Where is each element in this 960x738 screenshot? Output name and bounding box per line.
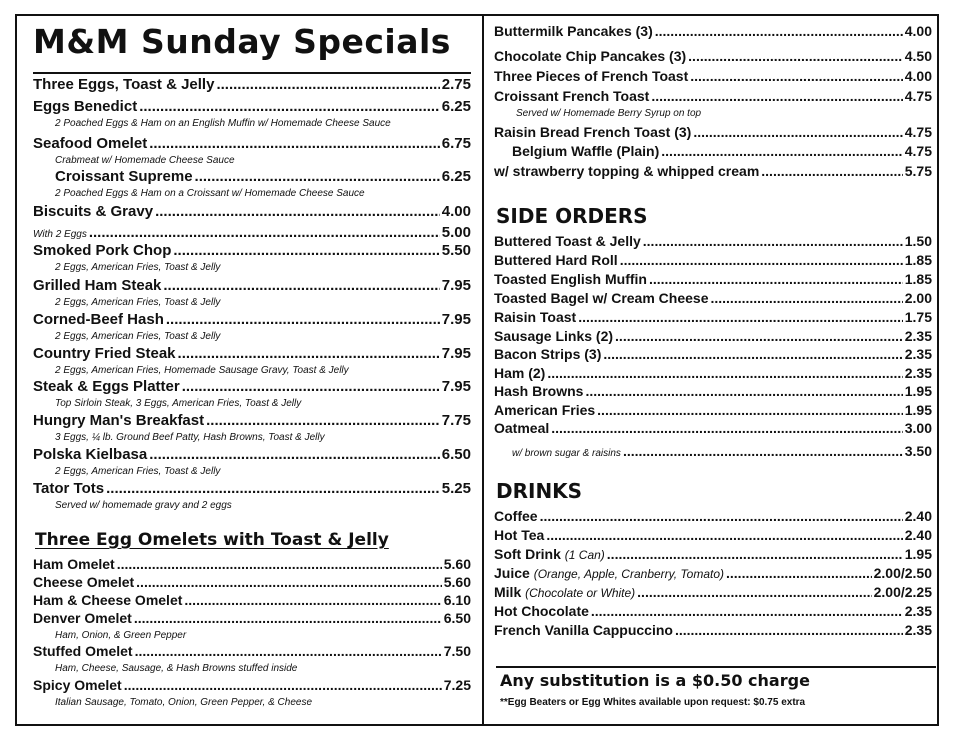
item-name [494, 365, 545, 381]
menu-item [33, 224, 471, 241]
item-price: 2.35 [904, 603, 932, 619]
item-price: 5.60 [443, 574, 471, 590]
item-price: 1.95 [904, 546, 932, 562]
item-name [33, 224, 87, 241]
item-name-text: Hot Chocolate [494, 603, 589, 619]
item-name-text: Seafood Omelet [33, 135, 148, 152]
item-description: 3 Eggs, ¼ lb. Ground Beef Patty, Hash Browns, Toast & Jelly [55, 432, 325, 443]
item-name-detail: (1 Can) [564, 548, 605, 562]
leader-dots [136, 574, 442, 590]
leader-dots [661, 143, 902, 159]
item-name-text: Raisin Bread French Toast (3) [494, 124, 692, 140]
leader-dots [651, 88, 902, 104]
item-price: 7.95 [441, 345, 471, 362]
menu-item [494, 68, 932, 84]
menu-item [33, 242, 471, 259]
item-name [494, 346, 601, 362]
menu-item [494, 365, 932, 381]
menu-item [33, 556, 471, 572]
item-name [494, 402, 595, 418]
leader-dots [173, 242, 439, 259]
item-name-text: Hash Browns [494, 383, 584, 399]
item-price: 1.95 [904, 383, 932, 399]
menu-item [33, 311, 471, 328]
item-name [494, 508, 538, 524]
item-price: 6.50 [443, 610, 471, 626]
item-price: 6.25 [441, 98, 471, 115]
menu-item [494, 233, 932, 249]
menu-item [55, 168, 471, 185]
item-price: 7.95 [441, 311, 471, 328]
leader-dots [551, 420, 903, 436]
menu-item [33, 610, 471, 626]
menu-item [494, 124, 932, 140]
item-price: 4.75 [904, 143, 932, 159]
item-price: 1.85 [904, 252, 932, 268]
item-name [494, 565, 724, 581]
item-name [512, 443, 621, 459]
menu-item [494, 546, 932, 562]
leader-dots [690, 68, 903, 84]
item-price: 2.35 [904, 365, 932, 381]
item-price: 1.85 [904, 271, 932, 287]
item-name-text: Croissant Supreme [55, 168, 193, 185]
item-name [494, 527, 544, 543]
item-name-text: Stuffed Omelet [33, 643, 133, 659]
item-name [494, 622, 673, 638]
item-name-text: French Vanilla Cappuccino [494, 622, 673, 638]
item-name [33, 345, 176, 362]
item-name-text: Denver Omelet [33, 610, 132, 626]
leader-dots [195, 168, 440, 185]
menu-item [33, 135, 471, 152]
leader-dots [216, 76, 439, 93]
menu-item [494, 309, 932, 325]
item-name-text: Ham & Cheese Omelet [33, 592, 183, 608]
item-name [33, 135, 147, 152]
item-name-text: Raisin Toast [494, 309, 577, 325]
item-price: 4.00 [441, 203, 471, 220]
item-name [33, 277, 161, 294]
leader-dots [124, 677, 442, 693]
menu-item [33, 480, 471, 497]
item-name [33, 98, 137, 115]
leader-dots [547, 365, 902, 381]
item-description: 2 Poached Eggs & Ham on a Croissant w/ Homemade Cheese Sauce [55, 188, 365, 199]
leader-dots [623, 443, 903, 459]
item-name-text: Toasted Bagel w/ Cream Cheese [494, 290, 709, 306]
menu-item [33, 378, 471, 395]
item-name-text: Coffee [494, 508, 538, 524]
item-name [33, 677, 122, 693]
item-price: 5.00 [441, 224, 471, 241]
menu-item [494, 565, 932, 581]
item-price: 7.95 [441, 378, 471, 395]
item-name-text: Croissant French Toast [494, 88, 650, 104]
item-name-text: Buttermilk Pancakes (3) [494, 23, 653, 39]
item-name-text: Biscuits & Gravy [33, 203, 154, 220]
menu-item [494, 622, 932, 638]
item-name-text: Hot Tea [494, 527, 545, 543]
item-name [494, 328, 613, 344]
item-price: 1.75 [904, 309, 932, 325]
item-name-text: Corned-Beef Hash [33, 311, 164, 328]
item-description: 2 Eggs, American Fries, Toast & Jelly [55, 466, 221, 477]
leader-dots [89, 224, 440, 241]
leader-dots [585, 383, 902, 399]
item-name-text: Belgium Waffle (Plain) [512, 143, 660, 159]
item-name-text: Juice [494, 565, 534, 581]
item-name-text: Oatmeal [494, 420, 550, 436]
item-name-text: Milk [494, 584, 526, 600]
item-description: Top Sirloin Steak, 3 Eggs, American Fries, Toast & Jelly [55, 398, 302, 409]
item-name [494, 603, 589, 619]
item-price: 2.00 [904, 290, 932, 306]
menu-item [33, 643, 471, 659]
menu-item [494, 328, 932, 344]
item-price: 5.50 [441, 242, 471, 259]
menu-item [33, 677, 471, 693]
item-name-text: Buttered Hard Roll [494, 252, 618, 268]
item-price: 2.00/2.25 [873, 584, 932, 600]
item-name [494, 163, 759, 179]
item-price: 6.50 [441, 446, 471, 463]
item-name-text: Buttered Toast & Jelly [494, 233, 641, 249]
menu-item [33, 446, 471, 463]
item-name-detail: (Chocolate or White) [525, 586, 636, 600]
item-name [55, 168, 193, 185]
menu-item [494, 508, 932, 524]
menu-item [494, 383, 932, 399]
item-name [33, 412, 204, 429]
item-price: 7.95 [441, 277, 471, 294]
section-heading-sides: SIDE ORDERS [496, 204, 648, 228]
item-name-text: Three Pieces of French Toast [494, 68, 689, 84]
item-name [33, 76, 214, 93]
leader-dots [726, 565, 872, 581]
menu-item [494, 48, 932, 64]
leader-dots [182, 378, 440, 395]
item-name [494, 383, 583, 399]
menu-item [494, 584, 932, 600]
item-name [33, 480, 104, 497]
leader-dots [184, 592, 441, 608]
leader-dots [637, 584, 871, 600]
menu-item [494, 23, 932, 39]
item-name-text: Toasted English Muffin [494, 271, 647, 287]
leader-dots [149, 446, 440, 463]
leader-dots [155, 203, 440, 220]
item-price: 7.50 [443, 643, 471, 659]
leader-dots [546, 527, 902, 543]
item-price: 2.35 [904, 622, 932, 638]
item-name [33, 242, 171, 259]
menu-item [33, 345, 471, 362]
item-name [494, 546, 605, 562]
menu-item [494, 402, 932, 418]
item-price: 6.75 [441, 135, 471, 152]
item-description: w/ brown sugar & raisins [512, 448, 621, 459]
item-description: Ham, Cheese, Sausage, & Hash Browns stuffed inside [55, 663, 298, 674]
item-description: 2 Eggs, American Fries, Toast & Jelly [55, 297, 221, 308]
item-name [33, 446, 147, 463]
leader-dots [649, 271, 903, 287]
leader-dots [540, 508, 903, 524]
item-name-text: Ham Omelet [33, 556, 115, 572]
section-heading-omelets: Three Egg Omelets with Toast & Jelly [35, 530, 389, 550]
item-price: 4.75 [904, 124, 932, 140]
item-price: 5.25 [441, 480, 471, 497]
item-name [494, 68, 688, 84]
item-name-text: Bacon Strips (3) [494, 346, 602, 362]
item-name [512, 143, 659, 159]
item-price: 4.50 [904, 48, 932, 64]
leader-dots [134, 610, 442, 626]
item-name-text: Eggs Benedict [33, 98, 138, 115]
leader-dots [591, 603, 903, 619]
column-divider [482, 16, 484, 726]
menu-item [494, 88, 932, 104]
item-description: Crabmeat w/ Homemade Cheese Sauce [55, 155, 235, 166]
menu-item [33, 277, 471, 294]
item-price: 1.50 [904, 233, 932, 249]
menu-item [494, 420, 932, 436]
leader-dots [603, 346, 902, 362]
item-name [494, 23, 653, 39]
item-name [33, 592, 182, 608]
item-name-text: Three Eggs, Toast & Jelly [33, 76, 215, 93]
leader-dots [106, 480, 440, 497]
item-description: 2 Eggs, American Fries, Homemade Sausage Gravy, Toast & Jelly [55, 365, 349, 376]
leader-dots [117, 556, 442, 572]
menu-item [33, 574, 471, 590]
menu-item [33, 592, 471, 608]
item-price: 2.35 [904, 328, 932, 344]
leader-dots [710, 290, 902, 306]
item-name [33, 378, 180, 395]
leader-dots [206, 412, 440, 429]
leader-dots [643, 233, 903, 249]
section-heading-drinks: DRINKS [496, 479, 583, 503]
menu-item [494, 163, 932, 179]
leader-dots [688, 48, 903, 64]
item-name-text: Soft Drink [494, 546, 565, 562]
item-description: 2 Eggs, American Fries, Toast & Jelly [55, 262, 221, 273]
item-price: 4.75 [904, 88, 932, 104]
leader-dots [149, 135, 440, 152]
item-name-detail: (Orange, Apple, Cranberry, Tomato) [533, 567, 725, 581]
item-name [33, 311, 164, 328]
item-description: 2 Eggs, American Fries, Toast & Jelly [55, 331, 221, 342]
item-name [494, 309, 576, 325]
item-price: 4.00 [904, 23, 932, 39]
item-price: 2.40 [904, 527, 932, 543]
menu-item [33, 76, 471, 93]
item-name-text: Tator Tots [33, 480, 105, 497]
menu-item [494, 527, 932, 543]
item-name-text: Smoked Pork Chop [33, 242, 172, 259]
item-name-text: Cheese Omelet [33, 574, 135, 590]
menu-item [494, 346, 932, 362]
item-name [494, 124, 691, 140]
item-name [494, 233, 641, 249]
leader-dots [615, 328, 903, 344]
leader-dots [607, 546, 903, 562]
item-price: 5.60 [443, 556, 471, 572]
leader-dots [135, 643, 442, 659]
leader-dots [693, 124, 902, 140]
leader-dots [620, 252, 903, 268]
menu-item [494, 271, 932, 287]
item-name [33, 610, 132, 626]
item-description: Served w/ Homemade Berry Syrup on top [516, 108, 702, 119]
item-name-text: Spicy Omelet [33, 677, 122, 693]
item-price: 2.35 [904, 346, 932, 362]
item-name [33, 556, 115, 572]
substitution-rule [496, 666, 936, 668]
item-price: 3.50 [904, 443, 932, 459]
substitution-note: Any substitution is a $0.50 charge [500, 671, 810, 690]
item-description: With 2 Eggs [33, 229, 87, 240]
menu-item [33, 412, 471, 429]
menu-item [494, 252, 932, 268]
item-name [494, 271, 647, 287]
menu-item [494, 603, 932, 619]
menu-item [494, 290, 932, 306]
item-name [33, 574, 134, 590]
leader-dots [655, 23, 903, 39]
item-price: 1.95 [904, 402, 932, 418]
menu-item [512, 443, 932, 459]
item-price: 7.25 [443, 677, 471, 693]
item-description: 2 Poached Eggs & Ham on an English Muffin w/ Homemade Cheese Sauce [55, 118, 391, 129]
item-name-text: Hungry Man's Breakfast [33, 412, 205, 429]
item-name-text: Ham (2) [494, 365, 546, 381]
menu-item [33, 98, 471, 115]
item-name [494, 48, 686, 64]
item-name [33, 203, 153, 220]
item-name [33, 643, 133, 659]
title-rule [33, 72, 471, 74]
egg-footnote: **Egg Beaters or Egg Whites available upon request: $0.75 extra [500, 697, 806, 708]
item-name-text: Country Fried Steak [33, 345, 176, 362]
leader-dots [178, 345, 440, 362]
leader-dots [761, 163, 902, 179]
item-name-text: Polska Kielbasa [33, 446, 148, 463]
item-price: 3.00 [904, 420, 932, 436]
item-price: 7.75 [441, 412, 471, 429]
item-price: 2.00/2.50 [873, 565, 932, 581]
item-name-text: Grilled Ham Steak [33, 277, 162, 294]
item-name-text: w/ strawberry topping & whipped cream [494, 163, 760, 179]
item-description: Ham, Onion, & Green Pepper [55, 630, 187, 641]
item-price: 2.40 [904, 508, 932, 524]
leader-dots [578, 309, 903, 325]
leader-dots [166, 311, 440, 328]
item-name [494, 88, 649, 104]
item-price: 4.00 [904, 68, 932, 84]
menu-page [15, 14, 939, 726]
item-name [494, 584, 635, 600]
item-name [494, 290, 708, 306]
item-price: 6.10 [443, 592, 471, 608]
item-description: Served w/ homemade gravy and 2 eggs [55, 500, 232, 511]
item-price: 6.25 [441, 168, 471, 185]
item-name [494, 252, 618, 268]
leader-dots [163, 277, 439, 294]
item-price: 5.75 [904, 163, 932, 179]
menu-title: M&M Sunday Specials [33, 22, 451, 61]
menu-item [33, 203, 471, 220]
item-name-text: Chocolate Chip Pancakes (3) [494, 48, 687, 64]
item-name-text: Steak & Eggs Platter [33, 378, 180, 395]
leader-dots [139, 98, 440, 115]
leader-dots [597, 402, 903, 418]
menu-item [512, 143, 932, 159]
item-name-text: American Fries [494, 402, 596, 418]
item-name [494, 420, 549, 436]
item-description: Italian Sausage, Tomato, Onion, Green Pepper, & Cheese [55, 697, 313, 708]
item-name-text: Sausage Links (2) [494, 328, 614, 344]
leader-dots [675, 622, 903, 638]
item-price: 2.75 [441, 76, 471, 93]
